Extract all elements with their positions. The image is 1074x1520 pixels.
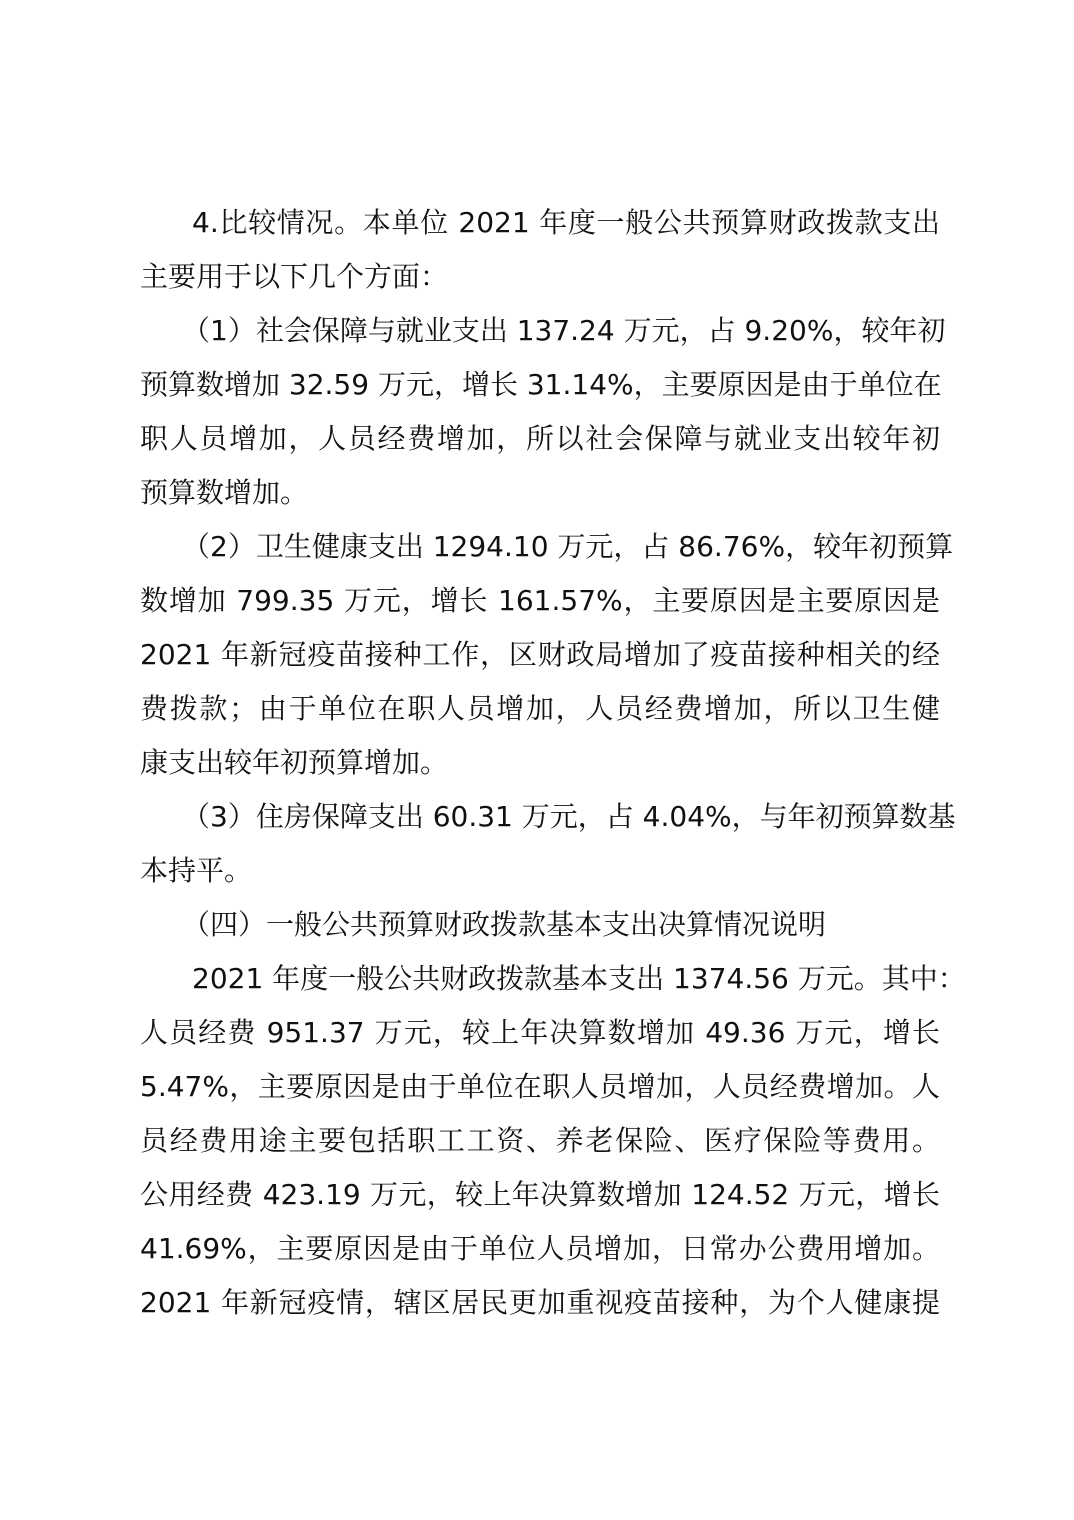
text-line: 5.47%，主要原因是由于单位在职人员增加，人员经费增加。人	[140, 1070, 940, 1103]
text-line: 预算数增加。	[140, 476, 309, 509]
text-line: 4.比较情况。本单位 2021 年度一般公共预算财政拨款支出	[192, 206, 940, 239]
text-line: 康支出较年初预算增加。	[140, 746, 449, 779]
text-line: 费拨款；由于单位在职人员增加，人员经费增加，所以卫生健	[140, 692, 940, 725]
text-line: （1）社会保障与就业支出 137.24 万元，占 9.20%，较年初	[182, 314, 946, 347]
text-line: 数增加 799.35 万元，增长 161.57%，主要原因是主要原因是	[140, 584, 940, 617]
text-line: 2021 年度一般公共财政拨款基本支出 1374.56 万元。其中：	[192, 962, 966, 995]
text-line: 主要用于以下几个方面：	[140, 260, 449, 293]
text-line: 2021 年新冠疫情，辖区居民更加重视疫苗接种，为个人健康提	[140, 1286, 940, 1319]
text-line: （2）卫生健康支出 1294.10 万元，占 86.76%，较年初预算	[182, 530, 954, 563]
text-line: 员经费用途主要包括职工工资、养老保险、医疗保险等费用。	[140, 1124, 940, 1157]
text-line: 公用经费 423.19 万元，较上年决算数增加 124.52 万元，增长	[140, 1178, 940, 1211]
text-line: 职人员增加，人员经费增加，所以社会保障与就业支出较年初	[140, 422, 940, 455]
section-heading: （四）一般公共预算财政拨款基本支出决算情况说明	[182, 908, 827, 941]
text-line: 本持平。	[140, 854, 253, 887]
text-line: 人员经费 951.37 万元，较上年决算数增加 49.36 万元，增长	[140, 1016, 940, 1049]
text-line: 预算数增加 32.59 万元，增长 31.14%，主要原因是由于单位在	[140, 368, 942, 401]
text-line: 41.69%，主要原因是由于单位人员增加，日常办公费用增加。	[140, 1232, 940, 1265]
text-line: （3）住房保障支出 60.31 万元，占 4.04%，与年初预算数基	[182, 800, 956, 833]
text-line: 2021 年新冠疫苗接种工作，区财政局增加了疫苗接种相关的经	[140, 638, 940, 671]
